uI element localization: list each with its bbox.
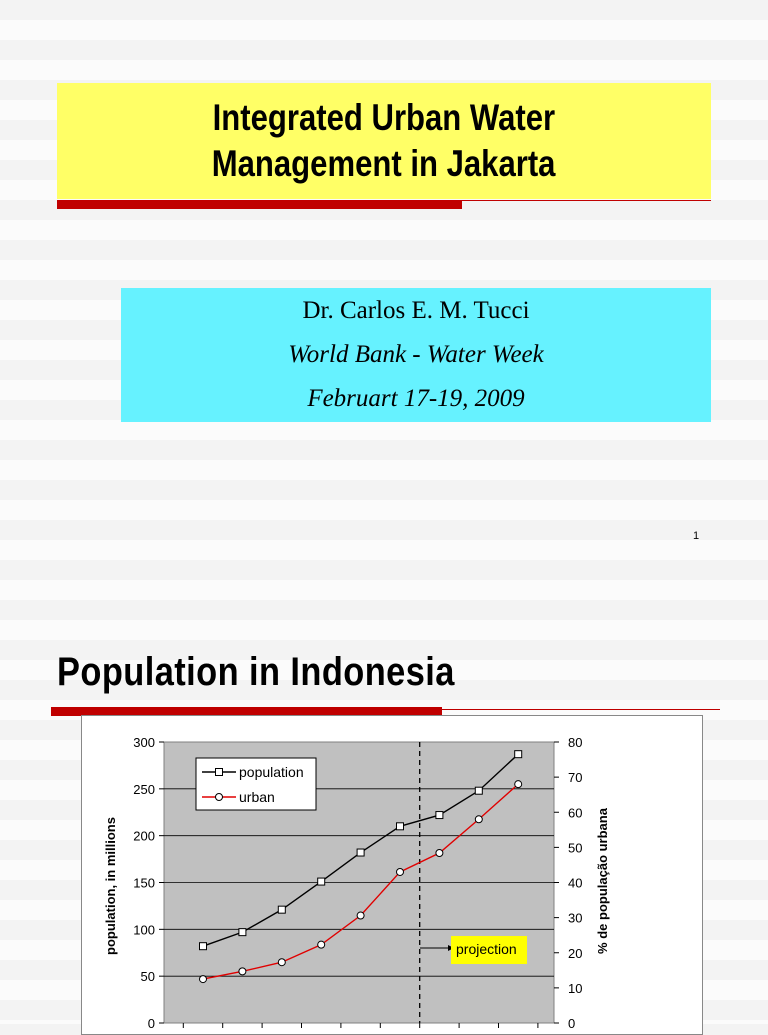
legend-urban-label: urban <box>239 789 275 805</box>
y2-tick-label: 60 <box>568 805 583 821</box>
y2-tick-label: 0 <box>568 1016 576 1031</box>
urban-point <box>397 868 404 875</box>
population-point <box>397 823 404 830</box>
projection-label: projection <box>456 941 517 957</box>
chart-svg <box>82 716 703 1035</box>
author-name: Dr. Carlos E. M. Tucci <box>302 297 530 324</box>
y-tick-label: 100 <box>133 922 155 938</box>
y2-tick-label: 30 <box>568 910 583 926</box>
event-name: World Bank - Water Week <box>288 341 544 368</box>
population-point <box>436 812 443 819</box>
population-point <box>475 787 482 794</box>
legend-urban-marker <box>216 794 223 801</box>
y-tick-label: 250 <box>133 781 155 797</box>
accent-rule-thin <box>462 200 711 201</box>
urban-point <box>278 959 285 966</box>
page-number: 1 <box>693 530 700 542</box>
urban-point <box>475 816 482 823</box>
urban-point <box>357 912 364 919</box>
y-tick-label: 50 <box>140 969 155 985</box>
y2-tick-label: 10 <box>568 980 583 996</box>
slide-title: Population in Indonesia <box>57 650 455 694</box>
y2-axis-label: % de população urbana <box>595 808 610 954</box>
population-slide <box>0 600 768 1031</box>
population-point <box>239 929 246 936</box>
population-point <box>318 878 325 885</box>
y2-tick-label: 50 <box>568 840 583 856</box>
legend-population-marker <box>216 769 223 776</box>
urban-point <box>200 976 207 983</box>
population-point <box>278 906 285 913</box>
y-tick-label: 0 <box>147 1016 155 1031</box>
population-point <box>200 943 207 950</box>
legend-population-label: population <box>239 764 304 780</box>
y-tick-label: 300 <box>133 735 155 750</box>
y2-tick-label: 80 <box>568 735 583 750</box>
urban-point <box>239 968 246 975</box>
y-tick-label: 200 <box>133 828 155 844</box>
y-axis-label: population, in millions <box>103 817 118 955</box>
population-point <box>357 849 364 856</box>
y2-tick-label: 20 <box>568 945 583 961</box>
y2-tick-label: 40 <box>568 875 583 891</box>
accent-rule-thin <box>442 709 720 710</box>
presenter-info-box <box>121 288 711 422</box>
urban-point <box>515 781 522 788</box>
population-chart <box>81 715 703 1035</box>
title-line-1: Integrated Urban Water <box>212 97 556 138</box>
title-banner <box>57 83 711 199</box>
y-tick-label: 150 <box>133 875 155 891</box>
accent-rule-thick <box>57 200 462 209</box>
title-line-2: Management in Jakarta <box>212 143 556 184</box>
y2-tick-label: 70 <box>568 770 583 786</box>
population-point <box>515 751 522 758</box>
event-date: Februart 17-19, 2009 <box>307 385 525 412</box>
urban-point <box>436 849 443 856</box>
urban-point <box>318 941 325 948</box>
